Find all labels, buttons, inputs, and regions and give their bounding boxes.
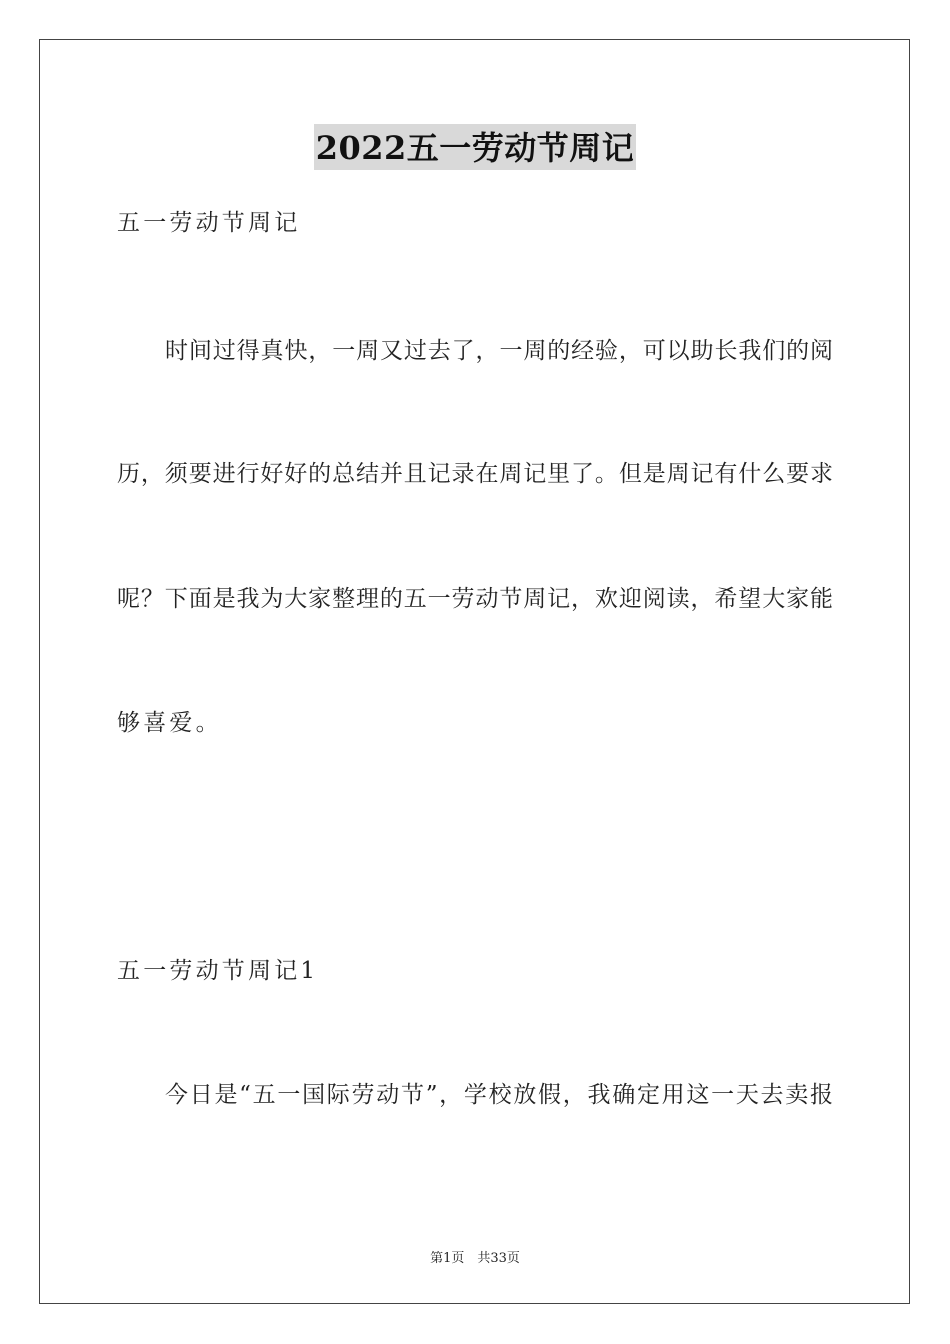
paragraph-line: 呢？下面是我为大家整理的五一劳动节周记，欢迎阅读，希望大家能 (117, 586, 833, 612)
paragraph-line: 历，须要进行好好的总结并且记录在周记里了。但是周记有什么要求 (117, 461, 833, 487)
paragraph-line: 够喜爱。 (117, 710, 222, 736)
paragraph-line: 时间过得真快，一周又过去了，一周的经验，可以助长我们的阅 (165, 338, 833, 364)
paragraph-line: 今日是“五一国际劳动节”，学校放假，我确定用这一天去卖报 (165, 1082, 833, 1108)
section-heading: 五一劳动节周记1 (117, 958, 319, 984)
document-title: 2022五一劳动节周记 (314, 124, 637, 170)
title-container (0, 124, 950, 170)
section-heading: 五一劳动节周记 (117, 210, 301, 236)
page-number: 第1页 共33页 (430, 1251, 520, 1266)
